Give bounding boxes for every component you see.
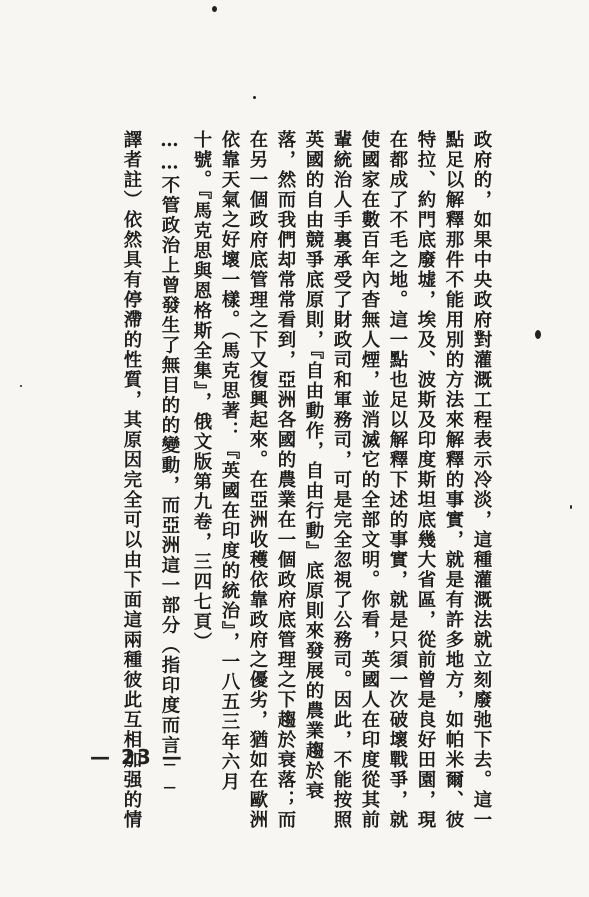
text-column: 政府的，如果中央政府對灌溉工程表示冷淡，這種灌溉法就立刻廢弛下去。這一 [471,130,492,830]
text-column: ……不管政治上曾發生了無目的的變動，而亞洲這一部分（指印度而言── [159,130,180,801]
text-column: 特拉、約門底廢墟，埃及、波斯及印度斯坦底幾大省區，從前曾是良好田園，現 [415,130,436,830]
text-column: 點足以解釋那件不能用別的方法來解釋的事實，就是有許多地方，如帕米爾、彼 [443,130,464,830]
page-number: — 23 — [90,745,184,769]
text-column: 落，然而我們却常常看到，亞洲各國的農業在一個政府底管理之下趨於衰落；而 [275,130,296,830]
text-column: 依靠天氣之好壞一樣。（馬克思著：『英國在印度的統治』，一八五三年六月 [219,130,240,792]
text-column: 在都成了不毛之地。這一點也足以解釋下述的事實，就是只須一次破壞戰爭，就 [387,130,408,830]
text-column: 英國的自由競爭底原則，『自由動作，自由行動』底原則來發展的農業趨於衰 [303,130,324,801]
ink-speck [253,96,256,99]
text-column: 十號。『馬克思與恩格斯全集』，俄文版第九卷，三四七頁） [191,130,212,652]
text-column: 在另一個政府底管理之下又復興起來。在亞洲收穫依靠政府之優劣，猶如在歐洲 [247,130,268,830]
text-column: 使國家在數百年內杳無人煙，並消滅它的全部文明。你看，英國人在印度從其前 [359,130,380,830]
ink-speck [535,330,541,339]
ink-speck [20,385,22,387]
ink-speck [570,505,572,509]
text-column: 譯者註）依然具有停滯的性質，其原因完全可以由下面這兩種彼此互相加强的情 [121,130,142,830]
ink-speck [212,6,217,12]
text-column: 輩統治人手裏承受了財政司和軍務司，可是完全忽視了公務司。因此，不能按照 [331,130,352,830]
